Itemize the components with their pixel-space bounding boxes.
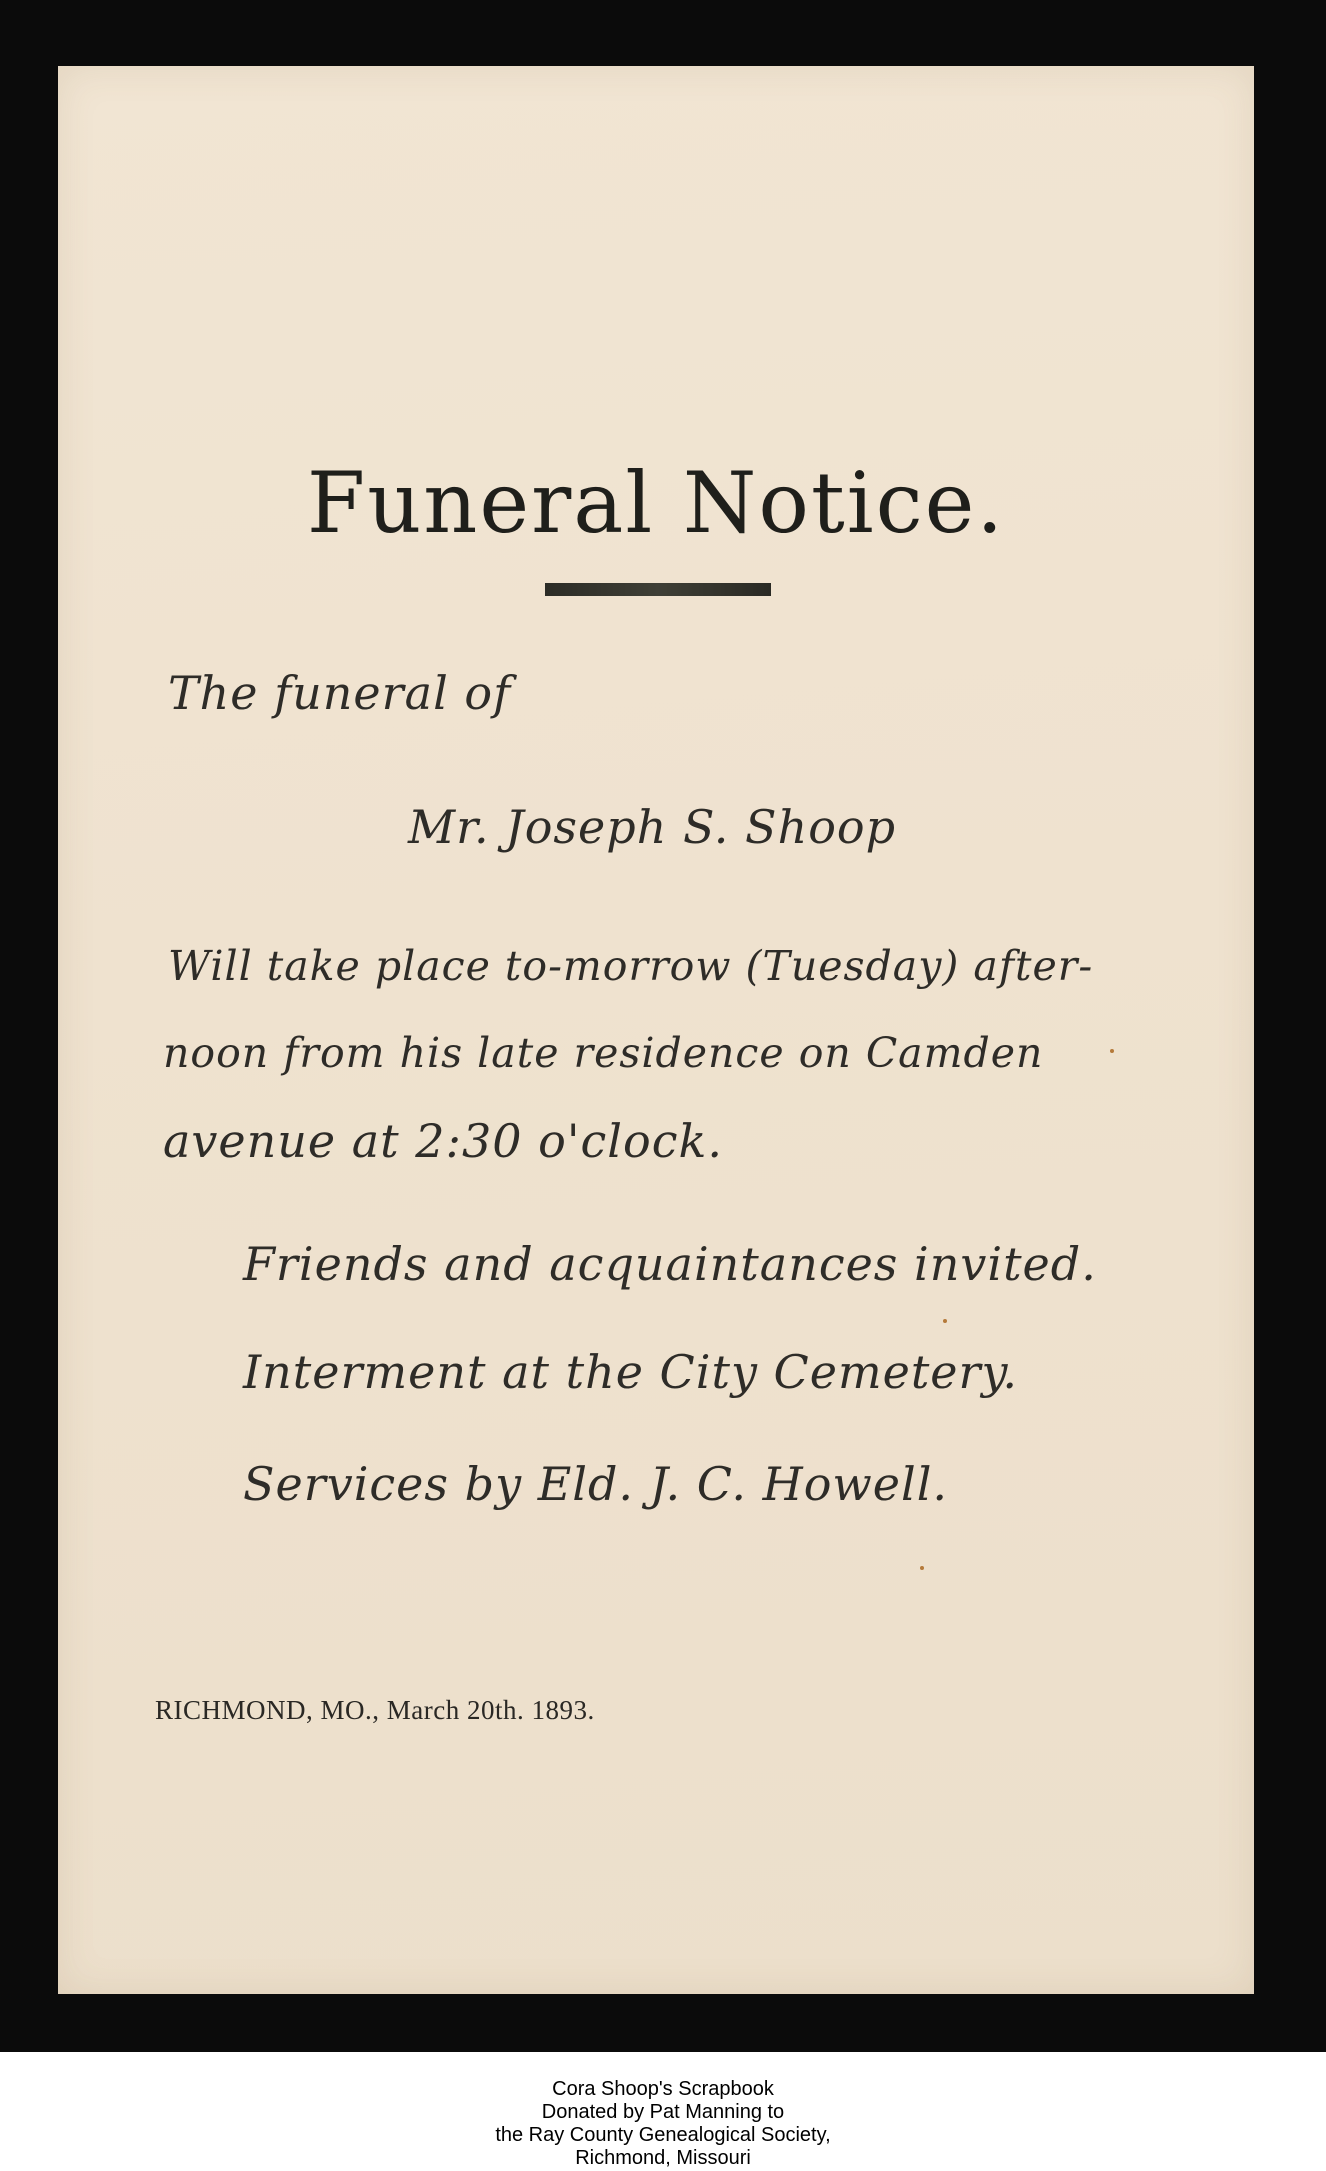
notice-line-services: Services by Eld. J. C. Howell. — [243, 1457, 949, 1511]
paper-speck — [920, 1566, 924, 1570]
funeral-notice-card — [58, 66, 1254, 1994]
notice-line-time-1: Will take place to-morrow (Tuesday) after- — [168, 942, 1094, 990]
notice-line-time-2: noon from his late residence on Camden — [163, 1029, 1044, 1077]
notice-line-time-3: avenue at 2:30 o'clock. — [163, 1114, 723, 1168]
paper-speck — [943, 1319, 947, 1323]
notice-title: Funeral Notice. — [306, 454, 1006, 552]
caption-line-scrapbook: Cora Shoop's Scrapbook — [552, 2078, 774, 2100]
paper-speck — [1110, 1049, 1114, 1053]
scan-caption — [0, 2078, 1326, 2170]
notice-line-interment: Interment at the City Cemetery. — [243, 1345, 1019, 1399]
caption-line-donor: Donated by Pat Manning to — [541, 2101, 785, 2123]
notice-line-invitation: Friends and acquaintances invited. — [243, 1237, 1097, 1291]
notice-line-deceased-name: Mr. Joseph S. Shoop — [408, 800, 897, 854]
notice-place-date: RICHMOND, MO., March 20th. 1893. — [155, 1695, 595, 1725]
caption-line-location: Richmond, Missouri — [575, 2147, 751, 2169]
caption-line-society: the Ray County Genealogical Society, — [495, 2124, 831, 2146]
title-divider-rule — [545, 583, 771, 596]
notice-line-intro: The funeral of — [168, 666, 512, 720]
